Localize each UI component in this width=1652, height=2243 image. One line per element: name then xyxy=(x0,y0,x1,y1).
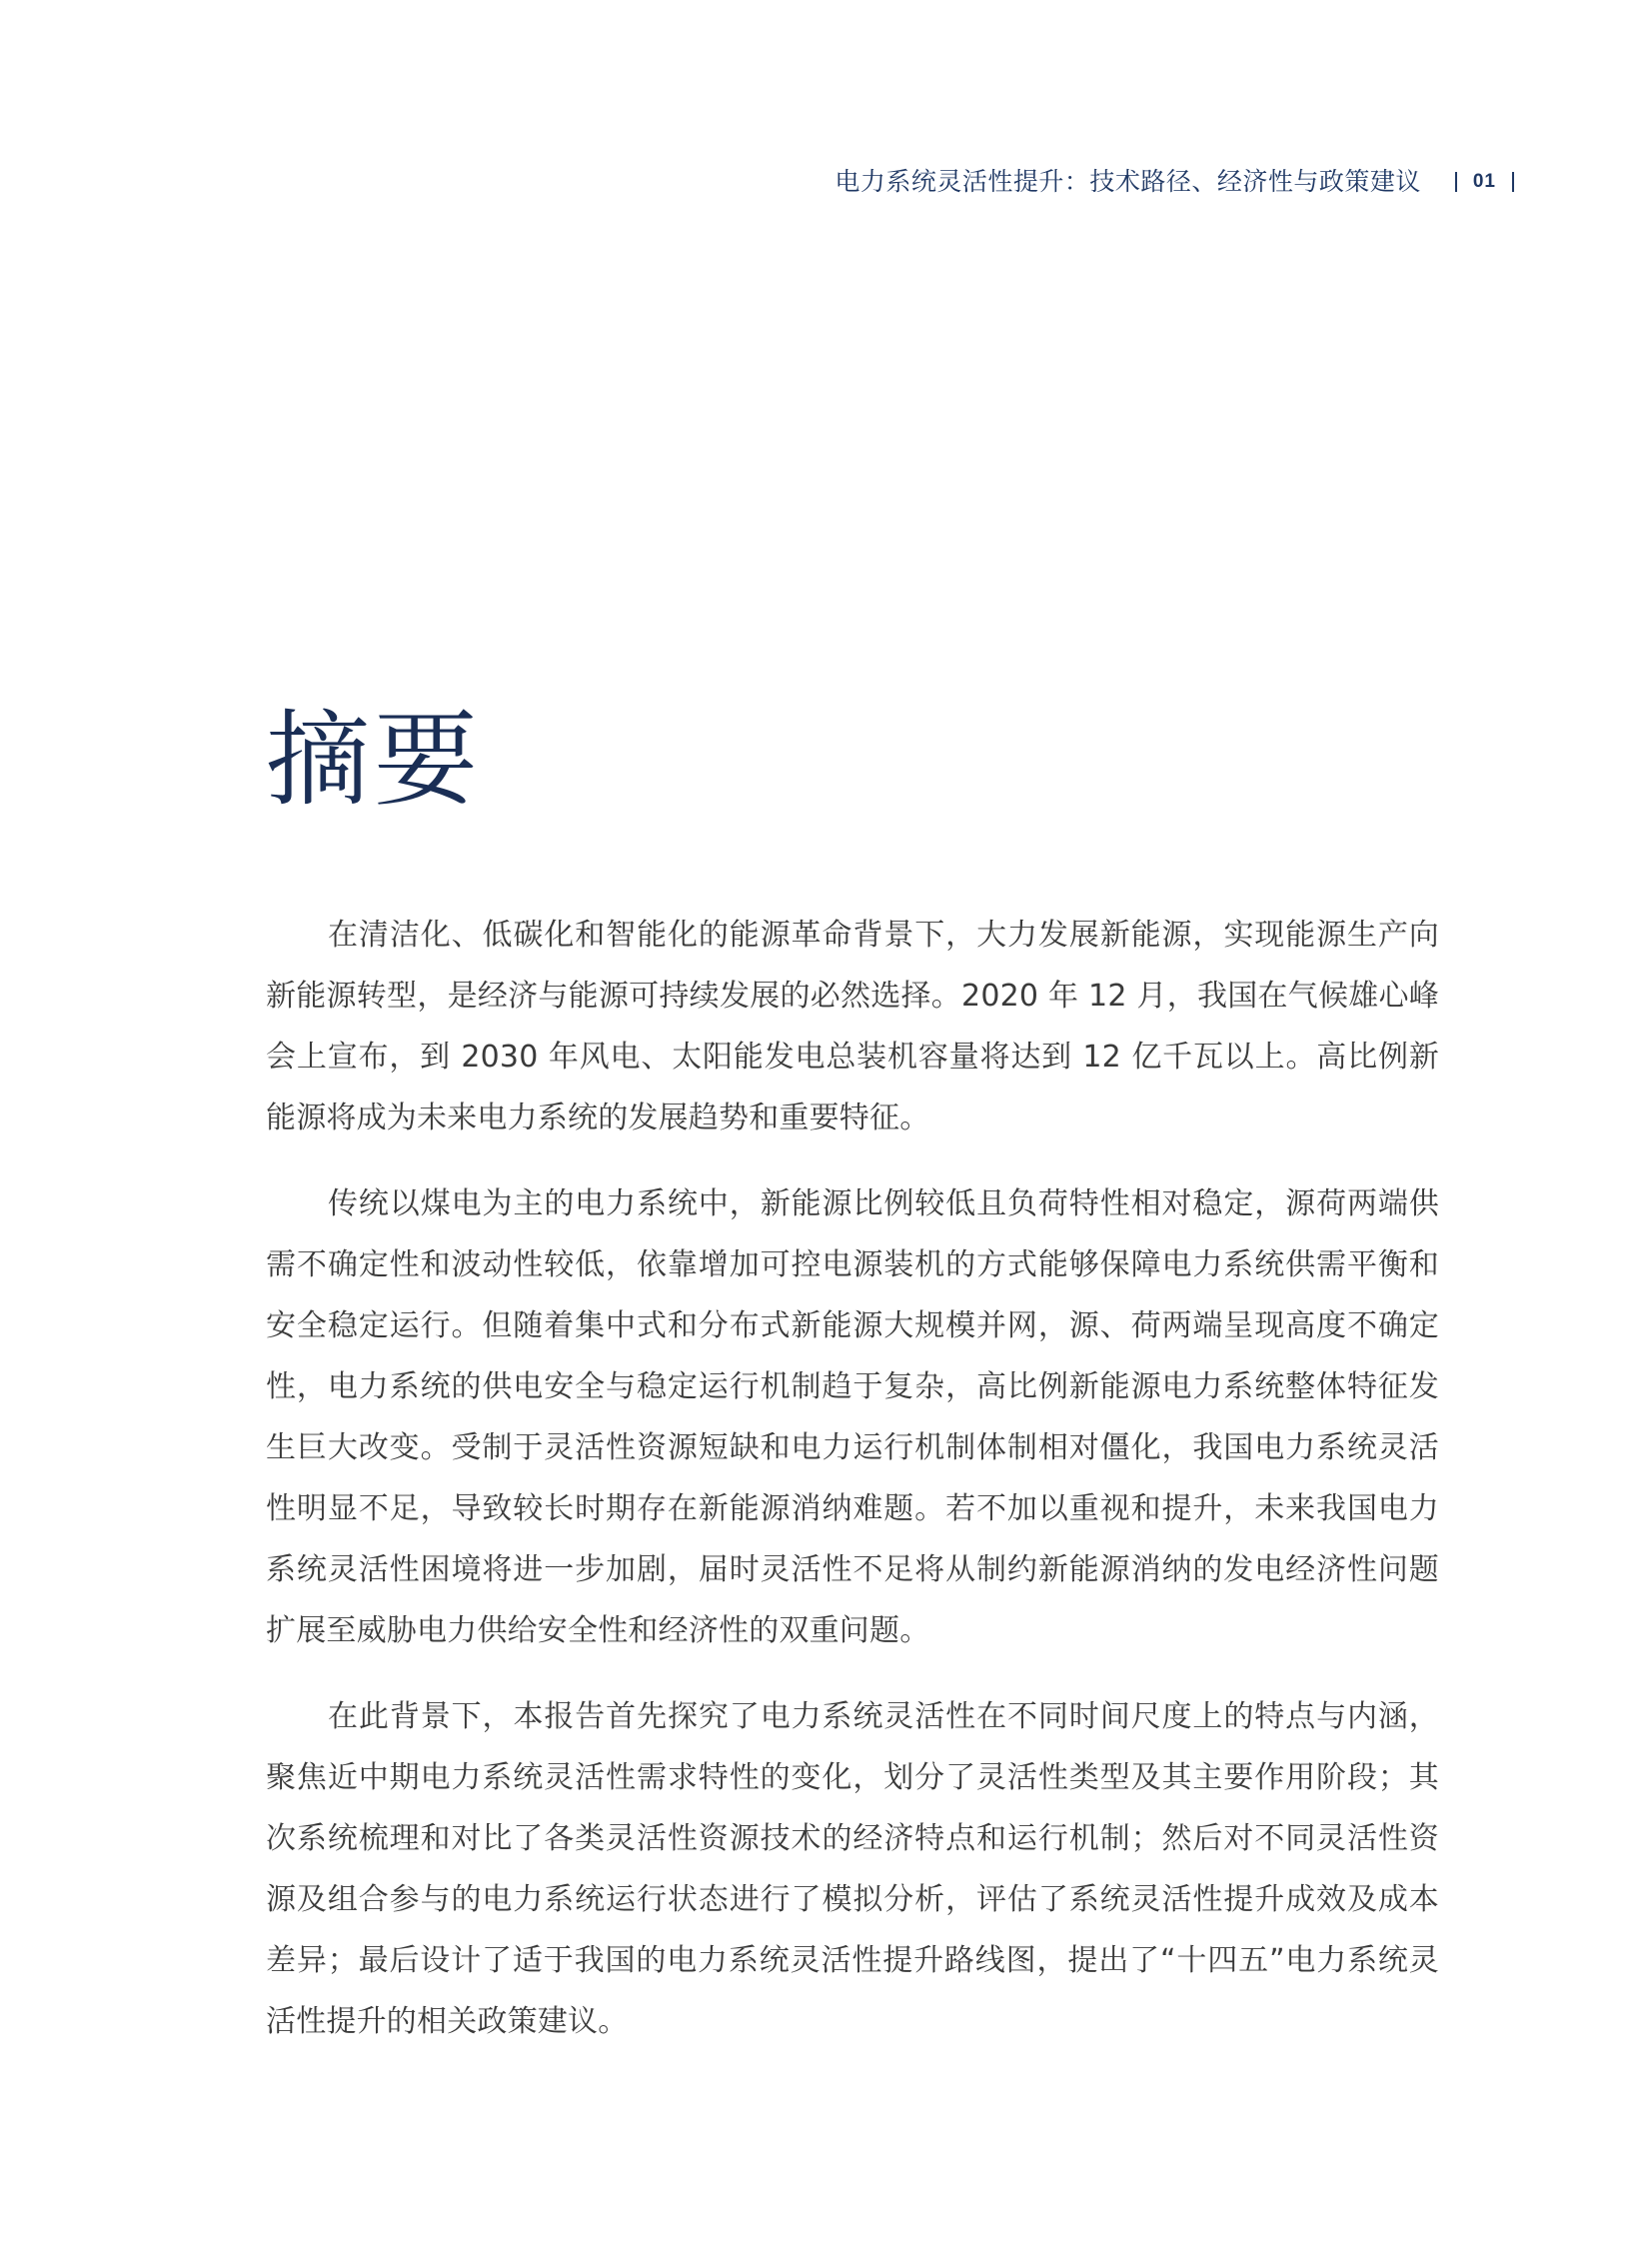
running-header xyxy=(834,164,1514,200)
page-number-box xyxy=(1455,170,1514,194)
page-number-right-bar xyxy=(1512,172,1514,192)
abstract-paragraph-3: 在此背景下，本报告首先探究了电力系统灵活性在不同时间尺度上的特点与内涵，聚焦近中期电力系统灵活性需求特性的变化，划分了灵活性类型及其主要作用阶段；其次系统梳理和对比了各类灵活性资源技术的经济特点和运行机制；然后对不同灵活性资源及组合参与的电力系统运行状态进行了模拟分析，评估了系统灵活性提升成效及成本差异；最后设计了适于我国的电力系统灵活性提升路线图，提出了“十四五”电力系统灵活性提升的相关政策建议。 xyxy=(266,1699,1439,2039)
page-number: 01 xyxy=(1472,171,1496,192)
page-number-left-bar xyxy=(1455,172,1457,192)
abstract-paragraph-1: 在清洁化、低碳化和智能化的能源革命背景下，大力发展新能源，实现能源生产向新能源转型，是经济与能源可持续发展的必然选择。2020 年 12 月，我国在气候雄心峰会上宣布，到 2030 年风电、太阳能发电总装机容量将达到 12 亿千瓦以上。高比例新能源将成为未来电力系统的发展趋势和重要特征。 xyxy=(266,918,1439,1135)
section-heading: 摘要 xyxy=(266,699,483,821)
header-title: 电力系统灵活性提升：技术路径、经济性与政策建议 xyxy=(834,167,1421,196)
abstract-body xyxy=(266,905,1439,2077)
abstract-paragraph-2: 传统以煤电为主的电力系统中，新能源比例较低且负荷特性相对稳定，源荷两端供需不确定性和波动性较低，依靠增加可控电源装机的方式能够保障电力系统供需平衡和安全稳定运行。但随着集中式和分布式新能源大规模并网，源、荷两端呈现高度不确定性，电力系统的供电安全与稳定运行机制趋于复杂，高比例新能源电力系统整体特征发生巨大改变。受制于灵活性资源短缺和电力运行机制体制相对僵化，我国电力系统灵活性明显不足，导致较长时期存在新能源消纳难题。若不加以重视和提升，未来我国电力系统灵活性困境将进一步加剧，届时灵活性不足将从制约新能源消纳的发电经济性问题扩展至威胁电力供给安全性和经济性的双重问题。 xyxy=(266,1186,1439,1648)
